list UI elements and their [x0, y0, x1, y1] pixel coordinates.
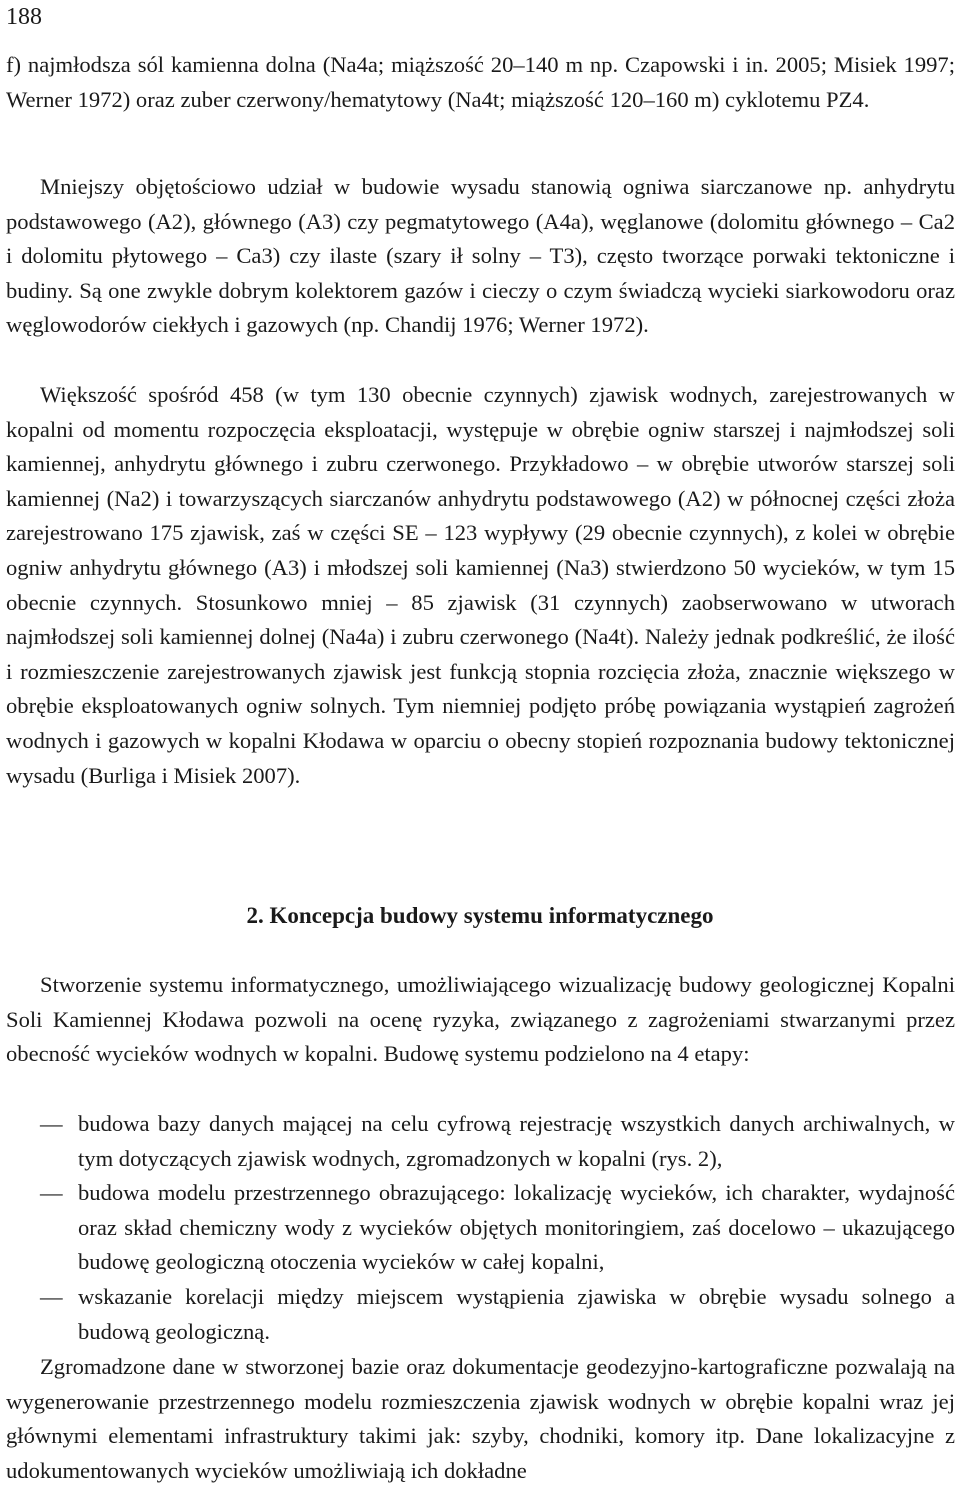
- list-item: [6, 1280, 955, 1349]
- page-number: 188: [6, 4, 42, 30]
- paragraph-water-phenomena: Większość spośród 458 (w tym 130 obecnie czynnych) zjawisk wodnych, zarejestrowanych w kopalni od momentu rozpoczęcia eksploatacji, występuje w obrębie ogniw starszej i najmłodszej soli kamiennej, anhydrytu głównego i zubru czerwonego. Przykładowo – w obrębie utworów starszej soli kamiennej (Na2) i towarzyszących siarczanów anhydrytu podstawowego (A2) w północnej części złoża zarejestrowano 175 zjawisk, zaś w części SE – 123 wypływy (29 obecnie czynnych), z kolei w obrębie ogniw anhydrytu głównego (A3) i młodszej soli kamiennej (Na3) stwierdzono 50 wycieków, w tym 15 obecnie czynnych. Stosunkowo mniej – 85 zjawisk (31 czynnych) zaobserwowano w utworach najmłodszej soli kamiennej dolnej (Na4a) i zubru czerwonego (Na4t). Należy jednak podkreślić, że ilość i rozmieszczenie zarejestrowanych zjawisk jest funkcją stopnia rozcięcia złoża, znacznie większego w obrębie eksploatowanych ogniw solnych. Tym niemniej podjęto próbę powiązania wystąpień zagrożeń wodnych i gazowych w kopalni Kłodawa w oparciu o obecny stopień rozpoznania budowy tektonicznej wysadu (Burliga i Misiek 2007).: [6, 382, 955, 788]
- list-item-text: budowa bazy danych mającej na celu cyfrową rejestrację wszystkich danych archiwalnych, w tym dotyczących zjawisk wodnych, zgromadzonych w kopalni (rys. 2),: [78, 1111, 955, 1171]
- paragraph-collected-data: Zgromadzone dane w stworzonej bazie oraz dokumentacje geodezyjno-kartograficzne pozwalają na wygenerowanie przestrzennego modelu rozmieszczenia zjawisk wodnych w obrębie kopalni wraz jej głównymi elementami infrastruktury takimi jak: szyby, chodniki, komory itp. Dane lokalizacyjne z udokumentowanych wycieków umożliwiają ich dokładne: [6, 1354, 955, 1483]
- section-heading: 2. Koncepcja budowy systemu informatycznego: [246, 903, 714, 928]
- list-item: [6, 1107, 955, 1176]
- list-item: [6, 1176, 955, 1280]
- paragraph-item-f: f) najmłodsza sól kamienna dolna (Na4a; miąższość 20–140 m np. Czapowski i in. 2005; Misiek 1997; Werner 1972) oraz zuber czerwony/hematytowy (Na4t; miąższość 120–160 m) cyklotemu PZ4.: [6, 52, 955, 112]
- paragraph-sulfate-members: Mniejszy objętościowo udział w budowie wysadu stanowią ogniwa siarczanowe np. anhydrytu podstawowego (A2), głównego (A3) czy pegmatytowego (A4a), węglanowe (dolomitu głównego – Ca2 i dolomitu płytowego – Ca3) czy ilaste (szary ił solny – T3), często tworzące porwaki tektoniczne i budiny. Są one zwykle dobrym kolektorem gazów i cieczy o czym świadczą wycieki siarkowodoru oraz węglowodorów ciekłych i gazowych (np. Chandij 1976; Werner 1972).: [6, 174, 955, 338]
- paragraph-system-intro: Stworzenie systemu informatycznego, umożliwiającego wizualizację budowy geologicznej Kopalni Soli Kamiennej Kłodawa pozwoli na ocenę ryzyka, związanego z zagrożeniami stwarzanymi przez obecność wycieków wodnych w kopalni. Budowę systemu podzielono na 4 etapy:: [6, 972, 955, 1067]
- stages-list: [6, 1107, 955, 1349]
- dash-bullet: —: [40, 1283, 63, 1309]
- list-item-text: budowa modelu przestrzennego obrazującego: lokalizację wycieków, ich charakter, wydajność oraz skład chemiczny wody z wycieków objętych monitoringiem, zaś docelowo – ukazującego budowę geologiczną otoczenia wycieków w całej kopalni,: [78, 1180, 955, 1275]
- dash-bullet: —: [40, 1180, 63, 1206]
- list-item-text: wskazanie korelacji między miejscem wystąpienia zjawiska w obrębie wysadu solnego a budową geologiczną.: [78, 1283, 955, 1344]
- dash-bullet: —: [40, 1111, 63, 1136]
